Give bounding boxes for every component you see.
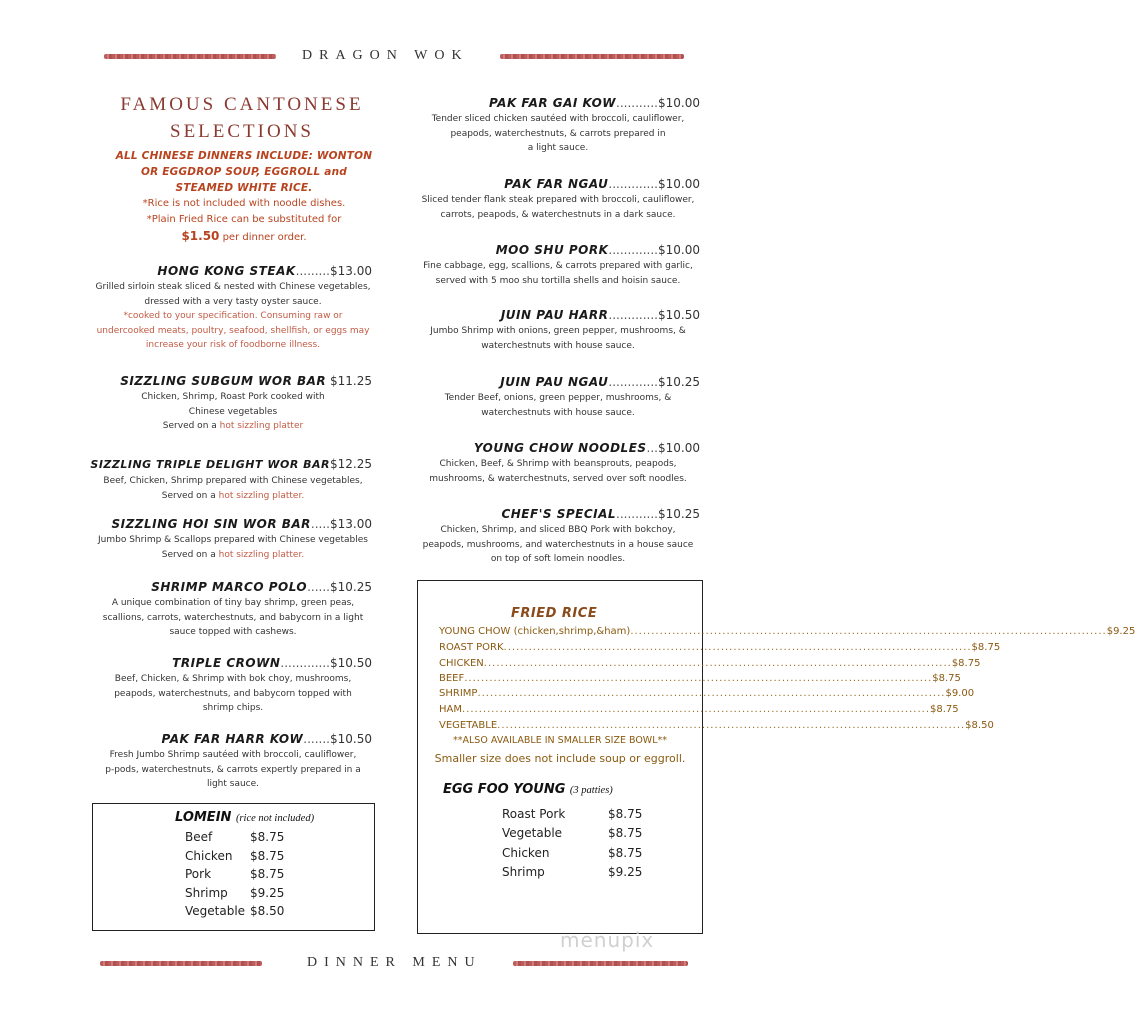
includes-line-3: STEAMED WHITE RICE. xyxy=(175,182,313,194)
consumer-advisory: *cooked to your specification. Consuming raw or xyxy=(123,311,343,321)
lomein-row-pork: Pork xyxy=(185,867,212,881)
price: $8.75 xyxy=(932,673,961,684)
price: $10.50 xyxy=(658,308,700,322)
menu-item-juin-pau-ngau: JUIN PAU NGAU.............$10.25 Tender Beef, onions, green pepper, mushrooms, & waterchestnuts with house sauce. xyxy=(444,375,700,418)
fried-rice-row: CHICKEN ..... $8.75 xyxy=(439,658,682,669)
menu-item-juin-pau-harr: JUIN PAU HARR.............$10.50 Jumbo Shrimp with onions, green pepper, mushrooms, & waterchestnuts with house sauce. xyxy=(430,308,700,351)
includes-line-2: OR EGGDROP SOUP, EGGROLL and xyxy=(141,166,347,178)
price: $8.75 xyxy=(250,830,285,844)
price: $10.25 xyxy=(330,580,372,594)
fried-rice-row: BEEF ..... $8.75 xyxy=(439,673,682,684)
price: $10.00 xyxy=(658,441,700,455)
price: $8.75 xyxy=(951,658,981,669)
dinner-includes xyxy=(88,148,400,246)
fried-rice-egg-foo-young-box xyxy=(417,580,1135,934)
menu-item-triple-crown: TRIPLE CROWN.............$10.50 Beef, Chicken, & Shrimp with bok choy, mushrooms, peapods, waterchestnuts, and babycorn topped with shrimp chips. xyxy=(114,656,372,713)
restaurant-name: DRAGON WOK xyxy=(302,48,469,63)
price: $9.00 xyxy=(945,688,975,699)
menu-item-pak-far-ngau: PAK FAR NGAU.............$10.00 Sliced tender flank steak prepared with broccoli, cauliflower, carrots, peapods, & waterchestnuts in a dark sauce. xyxy=(421,177,700,220)
efy-row-chicken: Chicken xyxy=(502,846,550,860)
price: $10.25 xyxy=(658,507,700,521)
decorative-rule-right xyxy=(513,961,688,966)
price: $8.75 xyxy=(250,849,285,863)
decorative-rule-right xyxy=(500,54,684,59)
price: $8.75 xyxy=(608,807,643,821)
menu-item-moo-shu-pork: MOO SHU PORK.............$10.00 Fine cabbage, egg, scallions, & carrots prepared with garlic, served with 5 moo shu tortilla shells and hoisin sauce. xyxy=(423,243,700,286)
fried-rice-row: VEGETABLE ..... $8.50 xyxy=(439,720,682,731)
egg-foo-young-title: EGG FOO YOUNG (3 patties) xyxy=(443,782,613,797)
price: $8.50 xyxy=(250,904,285,918)
lomein-title: LOMEIN (rice not included) xyxy=(175,810,315,825)
price: $11.25 xyxy=(330,374,372,388)
efy-row-roast-pork: Roast Pork xyxy=(502,807,566,821)
price: $9.25 xyxy=(1106,626,1135,637)
efy-row-vegetable: Vegetable xyxy=(502,826,563,840)
fried-rice-row: HAM ..... $8.75 xyxy=(439,704,682,715)
menu-item-hong-kong-steak: HONG KONG STEAK.........$13.00 Grilled sirloin steak sliced & nested with Chinese vegetables, dressed with a very tasty oyster sauce. *cooked to your specification. Consuming raw or undercooked meats, poultry, seafood, shellfish, or eggs may increase your risk of foodborne illness. xyxy=(88,262,378,353)
price: $10.50 xyxy=(330,656,372,670)
price: $9.25 xyxy=(608,865,643,879)
price: $8.75 xyxy=(608,826,643,840)
menu-item-sizzling-triple-delight: SIZZLING TRIPLE DELIGHT WOR BAR$12.25 Beef, Chicken, Shrimp prepared with Chinese vegetables, Served on a hot sizzling platter. xyxy=(90,457,372,501)
decorative-rule-left xyxy=(100,961,262,966)
lomein-row-chicken: Chicken xyxy=(185,849,233,863)
menu-type-title: DINNER MENU xyxy=(307,955,482,970)
menu-item-shrimp-marco-polo: SHRIMP MARCO POLO......$10.25 A unique combination of tiny bay shrimp, green peas, scallions, carrots, waterchestnuts, and babycorn in a light sauce topped with cashews. xyxy=(102,580,372,637)
price: $10.00 xyxy=(658,177,700,191)
lomein-row-beef: Beef xyxy=(185,830,213,844)
menu-item-chefs-special: CHEF'S SPECIAL...........$10.25 Chicken, Shrimp, and sliced BBQ Pork with bokchoy, peapods, mushrooms, and waterchestnuts in a house sauce on top of soft lomein noodles. xyxy=(422,507,700,564)
price: $10.50 xyxy=(330,732,372,746)
section-title-line1: FAMOUS CANTONESE xyxy=(120,94,364,115)
price: $8.50 xyxy=(965,720,994,731)
price: $8.75 xyxy=(971,642,1001,653)
menu-item-young-chow-noodles: YOUNG CHOW NOODLES...$10.00 Chicken, Beef, & Shrimp with beansprouts, peapods, mushrooms, & waterchestnuts, served over soft noodles. xyxy=(429,441,700,484)
price: $10.00 xyxy=(658,96,700,110)
smaller-bowl-note: **ALSO AVAILABLE IN SMALLER SIZE BOWL** xyxy=(453,735,667,746)
smaller-size-note: Smaller size does not include soup or eggroll. xyxy=(434,752,686,765)
substitution-price: $1.50 xyxy=(181,229,220,243)
price: $9.25 xyxy=(250,886,285,900)
includes-line-1: ALL CHINESE DINNERS INCLUDE: WONTON xyxy=(115,150,373,162)
fried-rice-title: FRIED RICE xyxy=(511,606,598,621)
fried-rice-row: SHRIMP ..... $9.00 xyxy=(439,688,682,699)
fried-rice-row: YOUNG CHOW (chicken,shrimp,&ham) ..... .. $9.25 xyxy=(439,626,682,637)
price: $8.75 xyxy=(250,867,285,881)
lomein-box xyxy=(92,803,375,931)
menu-item-sizzling-hoi-sin-wor-bar: SIZZLING HOI SIN WOR BAR.....$13.00 Jumbo Shrimp & Scallops prepared with Chinese vegetables Served on a hot sizzling platter. xyxy=(98,517,372,560)
price: $13.00 xyxy=(330,264,372,278)
menu-item-sizzling-subgum-wor-bar: SIZZLING SUBGUM WOR BAR $11.25 Chicken, Shrimp, Roast Pork cooked with Chinese vegetables Served on a hot sizzling platter xyxy=(120,374,372,431)
price: $10.00 xyxy=(658,243,700,257)
fried-rice-note: *Plain Fried Rice can be substituted for xyxy=(146,214,342,225)
lomein-row-vegetable: Vegetable xyxy=(185,904,246,918)
lomein-row-shrimp: Shrimp xyxy=(185,886,228,900)
price: $13.00 xyxy=(330,517,372,531)
section-title-line2: SELECTIONS xyxy=(170,121,314,142)
price: $10.25 xyxy=(658,375,700,389)
price: $12.25 xyxy=(330,457,372,471)
efy-row-shrimp: Shrimp xyxy=(502,865,545,879)
menu-item-pak-far-harr-kow: PAK FAR HARR KOW.......$10.50 Fresh Jumbo Shrimp sautéed with broccoli, cauliflower, p-pods, waterchestnuts, & carrots expertly prepared in a light sauce. xyxy=(105,732,372,789)
fried-rice-row: ROAST PORK ..... $8.75 xyxy=(439,642,682,653)
decorative-rule-left xyxy=(104,54,276,59)
watermark: menupix xyxy=(560,928,655,952)
price: $8.75 xyxy=(608,846,643,860)
rice-note: *Rice is not included with noodle dishes. xyxy=(142,198,346,209)
substitution-price-note: $1.50 per dinner order. xyxy=(181,229,307,243)
price: $8.75 xyxy=(930,704,959,715)
menu-item-pak-far-gai-kow: PAK FAR GAI KOW...........$10.00 Tender sliced chicken sautéed with broccoli, cauliflower, peapods, waterchestnuts, & carrots prepared in a light sauce. xyxy=(431,96,700,153)
